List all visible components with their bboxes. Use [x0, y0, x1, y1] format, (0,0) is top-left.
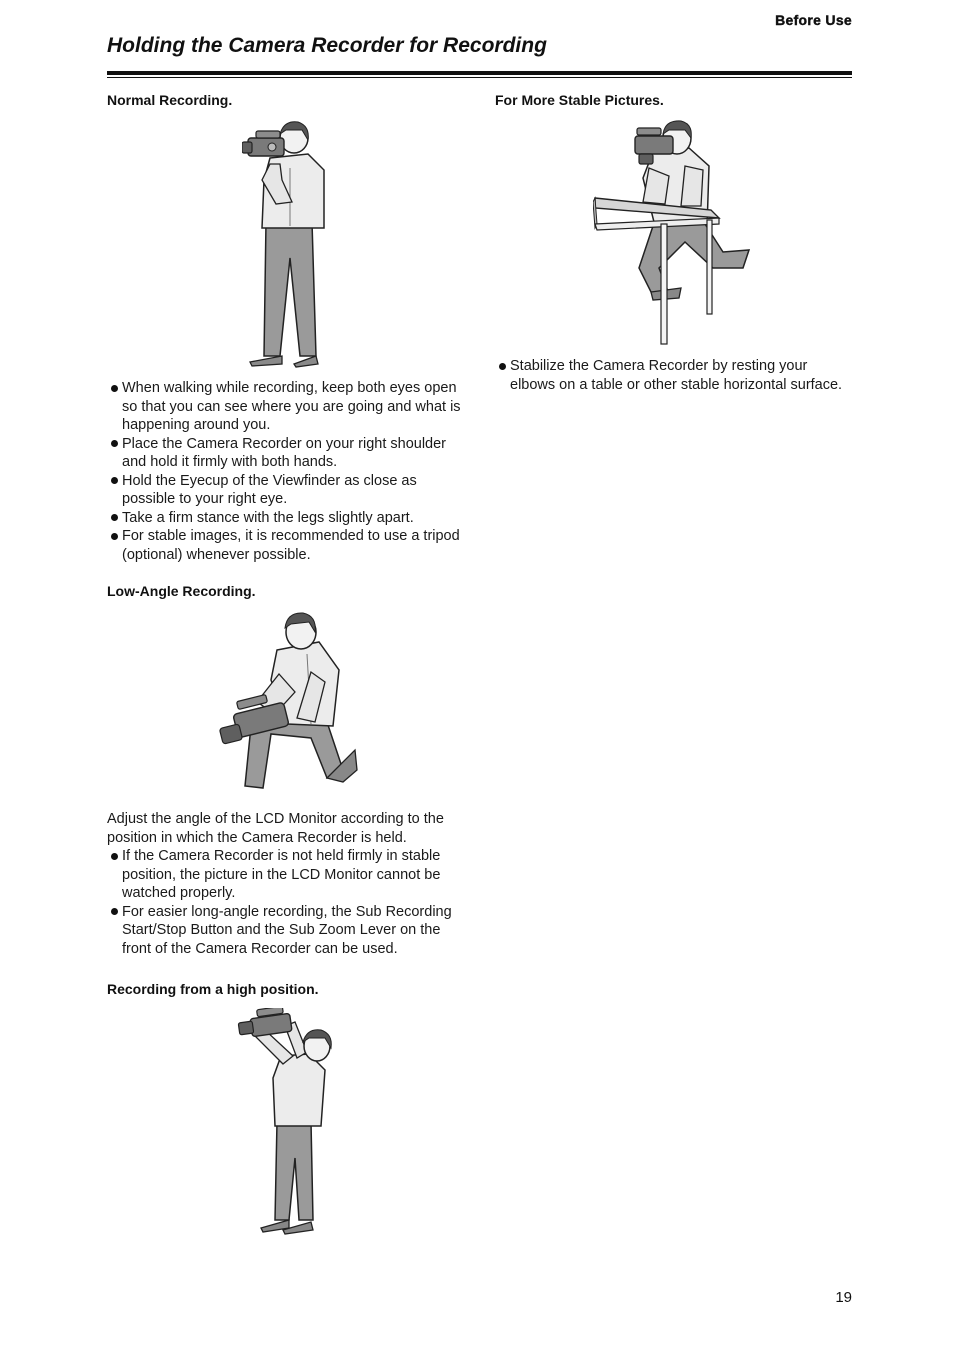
list-item: Hold the Eyecup of the Viewfinder as close as possible to your right eye.: [107, 472, 467, 509]
high-position-illustration: [237, 1008, 357, 1238]
list-item: For stable images, it is recommended to use a tripod (optional) whenever possible.: [107, 527, 467, 564]
low-angle-recording-heading: Low-Angle Recording.: [107, 583, 256, 599]
list-item: Take a firm stance with the legs slightly apart.: [107, 509, 467, 528]
list-item: When walking while recording, keep both eyes open so that you can see where you are going and what is happening around you.: [107, 379, 467, 435]
list-item: For easier long-angle recording, the Sub Recording Start/Stop Button and the Sub Zoom Lever on the front of the Camera Recorder can be used.: [107, 903, 467, 959]
stable-pictures-illustration: [593, 118, 753, 348]
list-item: Place the Camera Recorder on your right shoulder and hold it firmly with both hands.: [107, 435, 467, 472]
normal-recording-heading: Normal Recording.: [107, 92, 233, 108]
low-angle-bullets: [107, 847, 467, 958]
normal-recording-illustration: [242, 118, 342, 370]
normal-recording-bullets: [107, 379, 467, 564]
low-angle-recording-illustration: [215, 610, 359, 800]
page-number: 19: [835, 1289, 852, 1306]
low-angle-intro: Adjust the angle of the LCD Monitor according to the position in which the Camera Recorder is held.: [107, 811, 444, 846]
high-position-heading: Recording from a high position.: [107, 981, 319, 997]
section-tag: Before Use: [775, 12, 852, 28]
list-item: Stabilize the Camera Recorder by resting your elbows on a table or other stable horizontal surface.: [495, 357, 855, 394]
stable-pictures-heading: For More Stable Pictures.: [495, 92, 664, 108]
right-column: [495, 0, 855, 1349]
list-item: If the Camera Recorder is not held firmly in stable position, the picture in the LCD Monitor cannot be watched properly.: [107, 847, 467, 903]
page-title: Holding the Camera Recorder for Recording: [107, 34, 547, 57]
stable-pictures-bullets: [495, 357, 855, 394]
left-column: [107, 0, 467, 1349]
